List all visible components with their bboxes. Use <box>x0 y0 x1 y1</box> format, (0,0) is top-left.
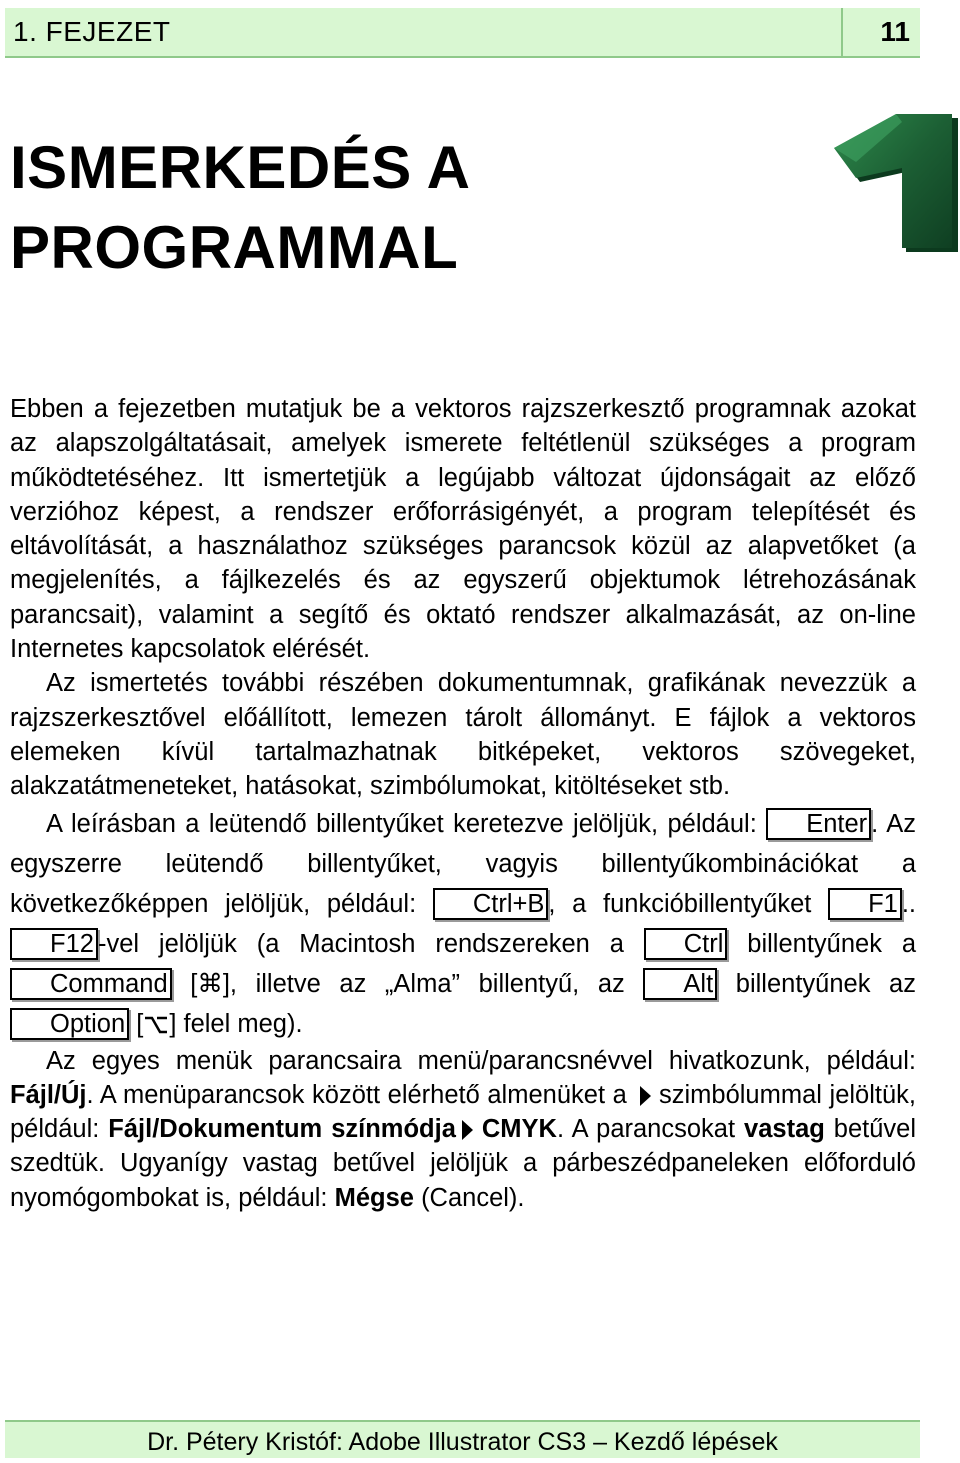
key-ctrl: Ctrl <box>644 928 728 960</box>
submenu-item-example: CMYK <box>481 1115 557 1144</box>
intro-paragraph: Ebben a fejezetben mutatjuk be a vektoros rajzszerkesztő programnak azokat az alapszolgáltatásait, amelyek ismerete feltétlenül szükséges a program működtetéséhez. Itt ismertetjük a legújabb változat újdonságait az előző verzióhoz képest, a rendszer erőforrásigényét, a program telepítését és eltávolítását, a használathoz szükséges parancsok közül az alapvetőket (a megjelenítés, a fájlkezelés és az egyszerű objektumok létrehozásának parancsait), valamint a segítő és oktató rendszer alkalmazását, az on-line Internetes kapcsolatok elérését. <box>10 395 916 664</box>
key-command: Command <box>10 968 172 1000</box>
text-run: . Az egyszerre leütendő billentyűket, vagyis billentyűkombinációkat a következőképpen jelöljük, például: <box>10 809 916 918</box>
text-run: betűvel szedtük. Ugyanígy vastag betűvel jelöljük a párbeszédpaneleken előforduló nyomógombokat is, például: <box>10 1115 917 1212</box>
header-divider <box>841 8 843 56</box>
running-footer <box>5 1420 920 1458</box>
chapter-label: 1. FEJEZET <box>13 16 171 47</box>
text-run: [ <box>129 1009 144 1038</box>
text-run: .. <box>901 889 916 918</box>
submenu-arrow-icon <box>640 1086 651 1106</box>
text-run: , a funkcióbillentyűket <box>548 889 829 918</box>
chapter-number-graphic <box>830 112 960 252</box>
text-run: Az egyes menük parancsaira menü/parancsnévvel hivatkozunk, például: <box>46 1046 916 1075</box>
running-header <box>5 8 920 58</box>
text-run: szimbólummal jelöltük, például: <box>10 1080 916 1144</box>
text-run: . A menüparancsok között elérhető almenüket a <box>86 1080 635 1109</box>
footer-text: Dr. Pétery Kristóf: Adobe Illustrator CS3 – Kezdő lépések <box>147 1428 778 1456</box>
key-option: Option <box>10 1008 129 1040</box>
submenu-arrow-icon <box>462 1120 473 1140</box>
option-key-icon <box>143 1012 169 1038</box>
chapter-title-line2: PROGRAMMAL <box>10 214 459 281</box>
text-run: A leírásban a leütendő billentyűket keretezve jelöljük, például: <box>46 809 767 838</box>
chapter-title <box>10 128 471 288</box>
button-name-example: Mégse <box>334 1183 414 1212</box>
bold-word: vastag <box>744 1115 825 1144</box>
definition-paragraph: Az ismertetés további részében dokumentumnak, grafikának nevezzük a rajzszerkesztővel előállított, lemezen tárolt állományt. E fájlok a vektoros elemeken kívül tartalmazhatnak bitképeket, vektoros szövegeket, alakzatátmeneteket, hatásokat, szimbólumokat, kitöltéseket stb. <box>10 669 916 801</box>
text-run: [⌘], illetve az „Alma” billentyű, az <box>171 969 644 998</box>
submenu-path-example: Fájl/Dokumentum színmódja <box>108 1115 456 1144</box>
key-f1: F1 <box>828 888 902 920</box>
page-number: 11 <box>880 16 910 47</box>
key-notation-paragraph <box>10 804 916 1044</box>
key-enter: Enter <box>766 808 871 840</box>
key-f12: F12 <box>10 928 98 960</box>
text-run: . A parancsokat <box>556 1115 745 1144</box>
key-alt: Alt <box>643 968 717 1000</box>
text-run: -vel jelöljük (a Macintosh rendszereken a <box>97 929 644 958</box>
chapter-title-line1: ISMERKEDÉS A <box>10 134 471 201</box>
text-run: billentyűnek az <box>717 969 916 998</box>
text-run: (Cancel). <box>413 1183 525 1212</box>
text-run: billentyűnek a <box>727 929 916 958</box>
text-run: ] felel meg). <box>169 1009 303 1038</box>
key-ctrl-b: Ctrl+B <box>433 888 549 920</box>
menu-notation-paragraph <box>10 1044 916 1215</box>
body-text <box>10 392 916 1215</box>
menu-path-example: Fájl/Új <box>10 1080 87 1109</box>
